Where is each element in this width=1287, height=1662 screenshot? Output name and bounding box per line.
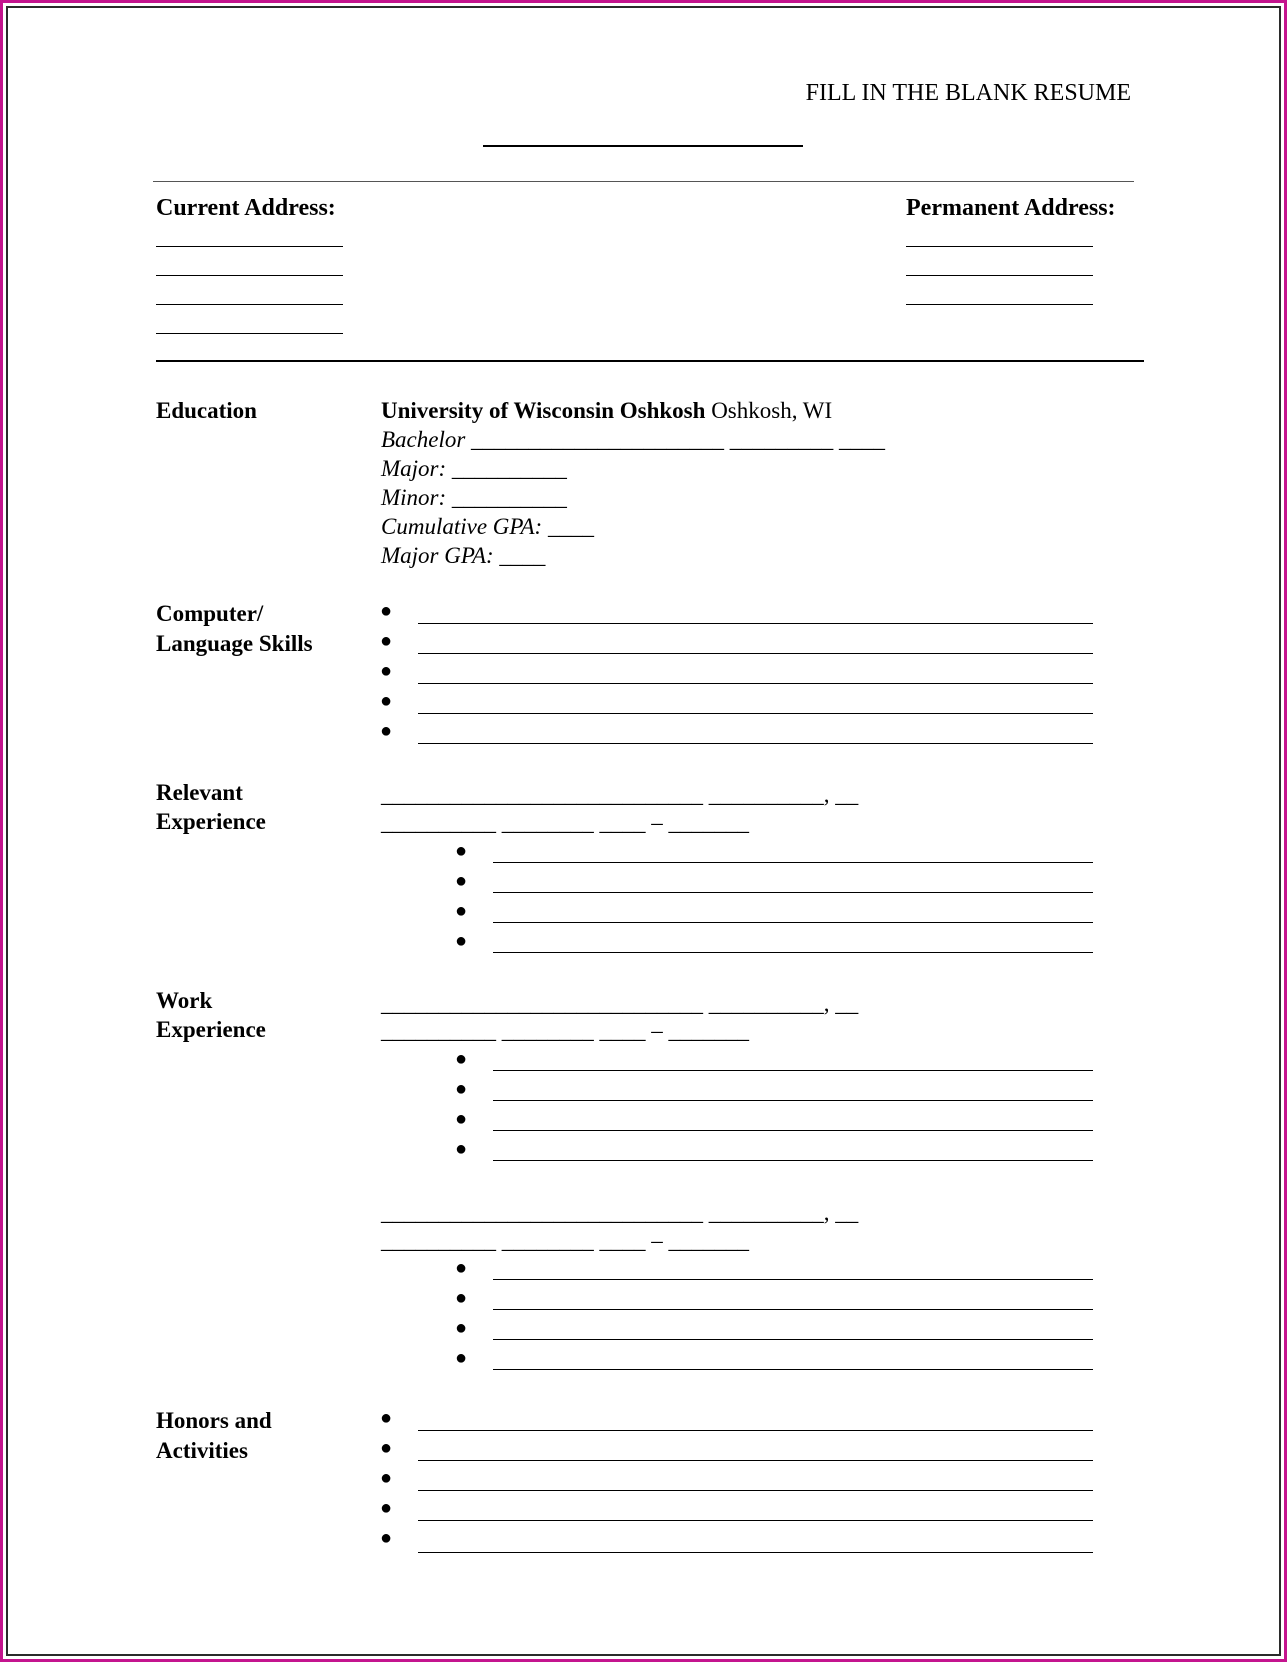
bullet-icon: ● (380, 1527, 393, 1549)
work-duty-blank (493, 1339, 1093, 1340)
work-employer-line-2: ____________________________ __________, __ (381, 1200, 859, 1225)
work-dates-line-2: __________ ________ ____ – _______ (381, 1228, 749, 1253)
work-duty-blank (493, 1309, 1093, 1310)
skill-blank (418, 623, 1093, 624)
bullet-icon: ● (455, 1317, 468, 1339)
work-label-line2: Experience (156, 1017, 266, 1042)
name-blank (483, 145, 803, 147)
honors-label-line1: Honors and (156, 1408, 272, 1433)
permanent-address-line (906, 304, 1093, 305)
honor-blank (418, 1430, 1093, 1431)
relevant-duty-blank (493, 892, 1093, 893)
bullet-icon: ● (380, 660, 393, 682)
relevant-employer-line: ____________________________ __________, __ (381, 782, 859, 807)
bullet-icon: ● (455, 900, 468, 922)
work-duty-blank (493, 1160, 1093, 1161)
skill-blank (418, 683, 1093, 684)
work-duty-blank (493, 1130, 1093, 1131)
education-school-line (381, 396, 832, 425)
relevant-duty-blank (493, 922, 1093, 923)
relevant-label-line2: Experience (156, 809, 266, 834)
bullet-icon: ● (455, 1347, 468, 1369)
bullet-icon: ● (455, 1138, 468, 1160)
permanent-address-line (906, 275, 1093, 276)
school-name: University of Wisconsin Oshkosh (381, 398, 706, 423)
relevant-duty-blank (493, 862, 1093, 863)
address-rule (156, 360, 1144, 362)
major-gpa-line: Major GPA: ____ (381, 543, 546, 568)
honors-label-line2: Activities (156, 1438, 248, 1463)
bullet-icon: ● (380, 1467, 393, 1489)
work-label-line1: Work (156, 988, 213, 1013)
honor-blank (418, 1490, 1093, 1491)
current-address-line (156, 304, 343, 305)
work-employer-line: ____________________________ __________, __ (381, 991, 859, 1016)
skill-blank (418, 653, 1093, 654)
bullet-icon: ● (455, 930, 468, 952)
school-location: Oshkosh, WI (705, 398, 833, 423)
bullet-icon: ● (380, 690, 393, 712)
bullet-icon: ● (455, 1108, 468, 1130)
major-line: Major: __________ (381, 456, 567, 481)
work-duty-blank (493, 1070, 1093, 1071)
current-address-line (156, 275, 343, 276)
bullet-icon: ● (455, 1257, 468, 1279)
relevant-duty-blank (493, 952, 1093, 953)
skill-blank (418, 713, 1093, 714)
skills-label-line1: Computer/ (156, 601, 264, 626)
bullet-icon: ● (380, 1437, 393, 1459)
skills-label-line2: Language Skills (156, 631, 313, 656)
cumulative-gpa-line: Cumulative GPA: ____ (381, 514, 594, 539)
work-duty-blank (493, 1100, 1093, 1101)
document-title: FILL IN THE BLANK RESUME (805, 80, 1131, 106)
permanent-address-line (906, 246, 1093, 247)
honor-blank (418, 1520, 1093, 1521)
honor-blank (418, 1552, 1093, 1553)
current-address-line (156, 333, 343, 334)
minor-line: Minor: __________ (381, 485, 567, 510)
education-label: Education (156, 398, 257, 423)
current-address-line (156, 246, 343, 247)
honor-blank (418, 1460, 1093, 1461)
work-duty-blank (493, 1279, 1093, 1280)
work-dates-line: __________ ________ ____ – _______ (381, 1018, 749, 1043)
current-address-label: Current Address: (156, 195, 336, 221)
work-duty-blank (493, 1369, 1093, 1370)
header-rule (153, 181, 1134, 182)
bullet-icon: ● (455, 870, 468, 892)
bullet-icon: ● (455, 1048, 468, 1070)
permanent-address-label: Permanent Address: (906, 195, 1116, 221)
bullet-icon: ● (380, 720, 393, 742)
bullet-icon: ● (455, 1078, 468, 1100)
bachelor-line: Bachelor ______________________ _________ ____ (381, 427, 886, 452)
bullet-icon: ● (455, 1287, 468, 1309)
bullet-icon: ● (380, 1407, 393, 1429)
relevant-dates-line: __________ ________ ____ – _______ (381, 810, 749, 835)
skill-blank (418, 743, 1093, 744)
bullet-icon: ● (455, 840, 468, 862)
bullet-icon: ● (380, 630, 393, 652)
bullet-icon: ● (380, 600, 393, 622)
bullet-icon: ● (380, 1497, 393, 1519)
relevant-label-line1: Relevant (156, 780, 243, 805)
